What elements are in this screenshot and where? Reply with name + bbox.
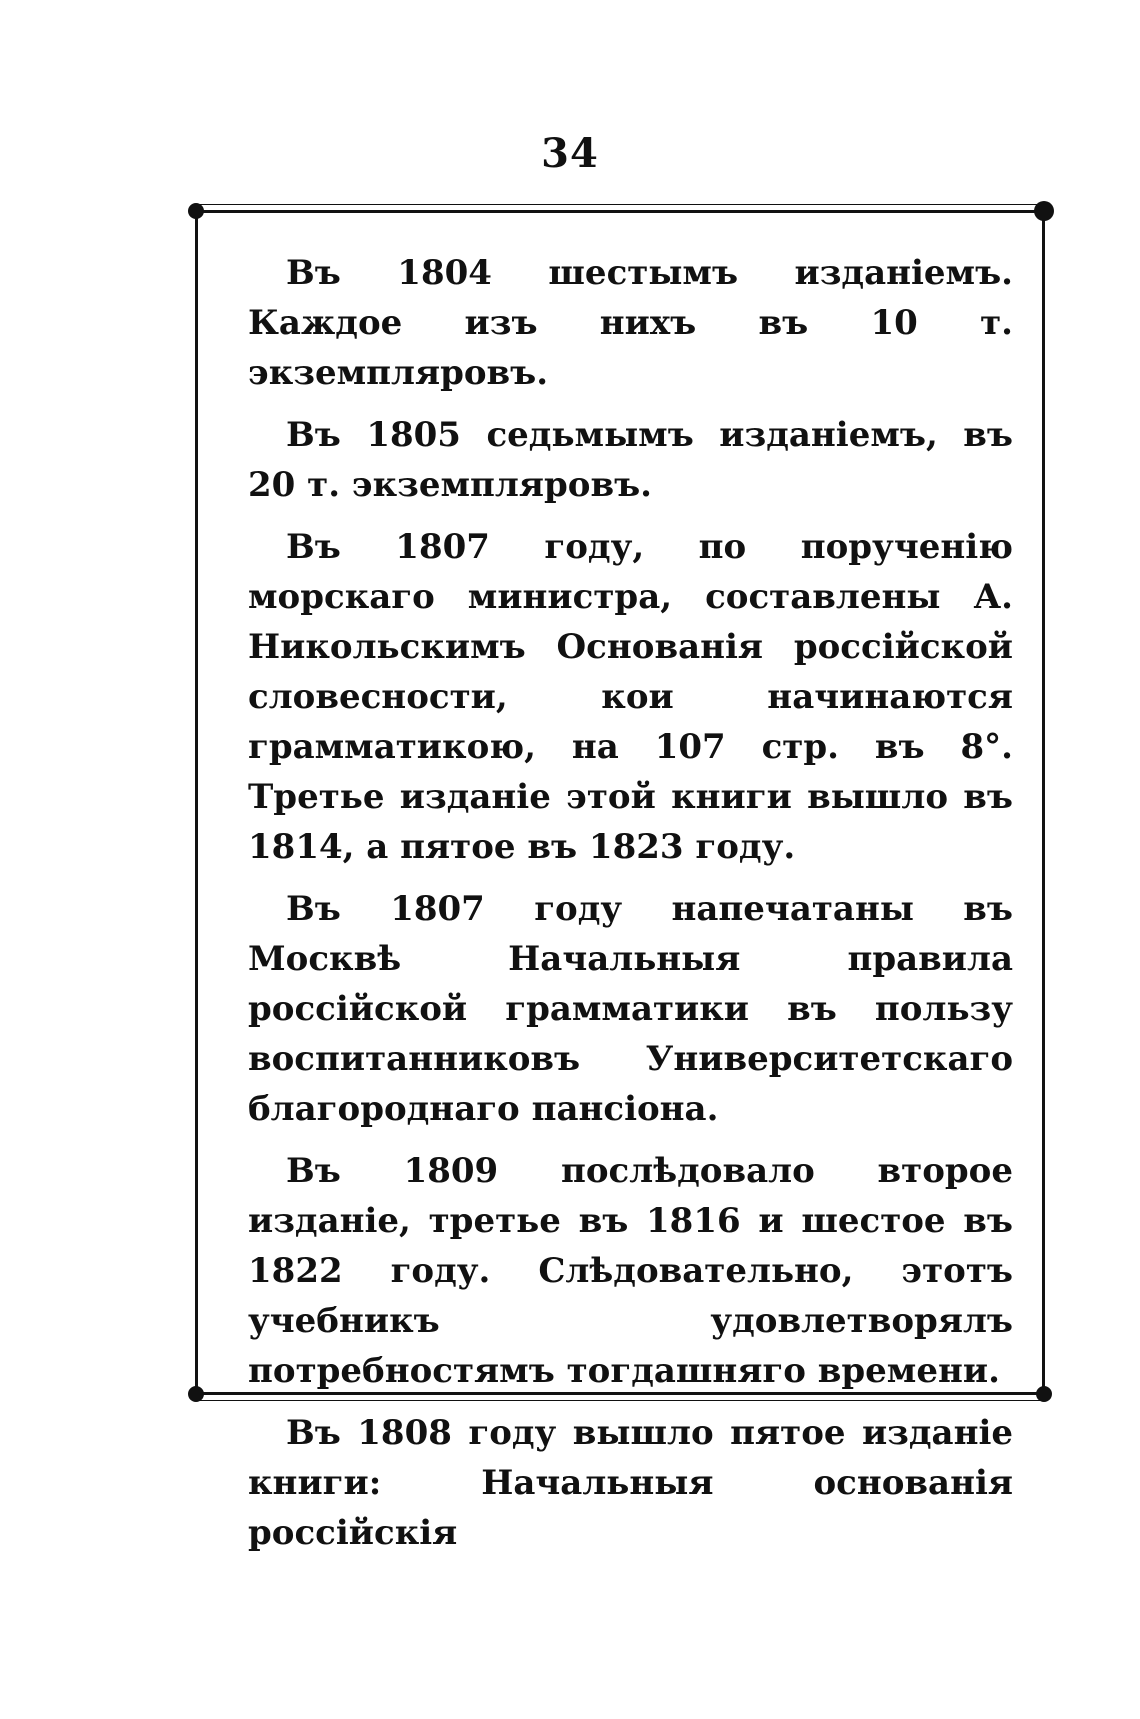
corner-ornament-bottom-left (188, 1386, 204, 1402)
corner-ornament-top-right (1034, 201, 1054, 221)
corner-ornament-top-left (188, 203, 204, 219)
paragraph: Въ 1808 году вышло пятое изданіе книги: Начальныя основанія россійскія (248, 1413, 1013, 1553)
corner-ornament-bottom-right (1036, 1386, 1052, 1402)
body-text (248, 248, 1013, 1558)
paragraph: Въ 1809 послѣдовало второе изданіе, третье въ 1816 и шестое въ 1822 году. Слѣдовательно, этотъ учебникъ удовлетворялъ потребностямъ тогдашняго времени. (248, 1151, 1013, 1391)
paragraph: Въ 1807 году напечатаны въ Москвѣ Начальныя правила россійской грамматики въ пользу воспитанниковъ Университетскаго благороднаго пансіона. (248, 889, 1013, 1129)
paragraph: Въ 1807 году, по порученію морскаго министра, составлены А. Никольскимъ Основанія россійской словесности, кои начинаются грамматикою, на 107 стр. въ 8°. Третье изданіе этой книги вышло въ 1814, а пятое въ 1823 году. (248, 527, 1013, 867)
paragraph: Въ 1804 шестымъ изданіемъ. Каждое изъ нихъ въ 10 т. экземпляровъ. (248, 253, 1013, 393)
paragraph: Въ 1805 седьмымъ изданіемъ, въ 20 т. экземпляровъ. (248, 415, 1013, 505)
page-number: 34 (541, 130, 599, 177)
